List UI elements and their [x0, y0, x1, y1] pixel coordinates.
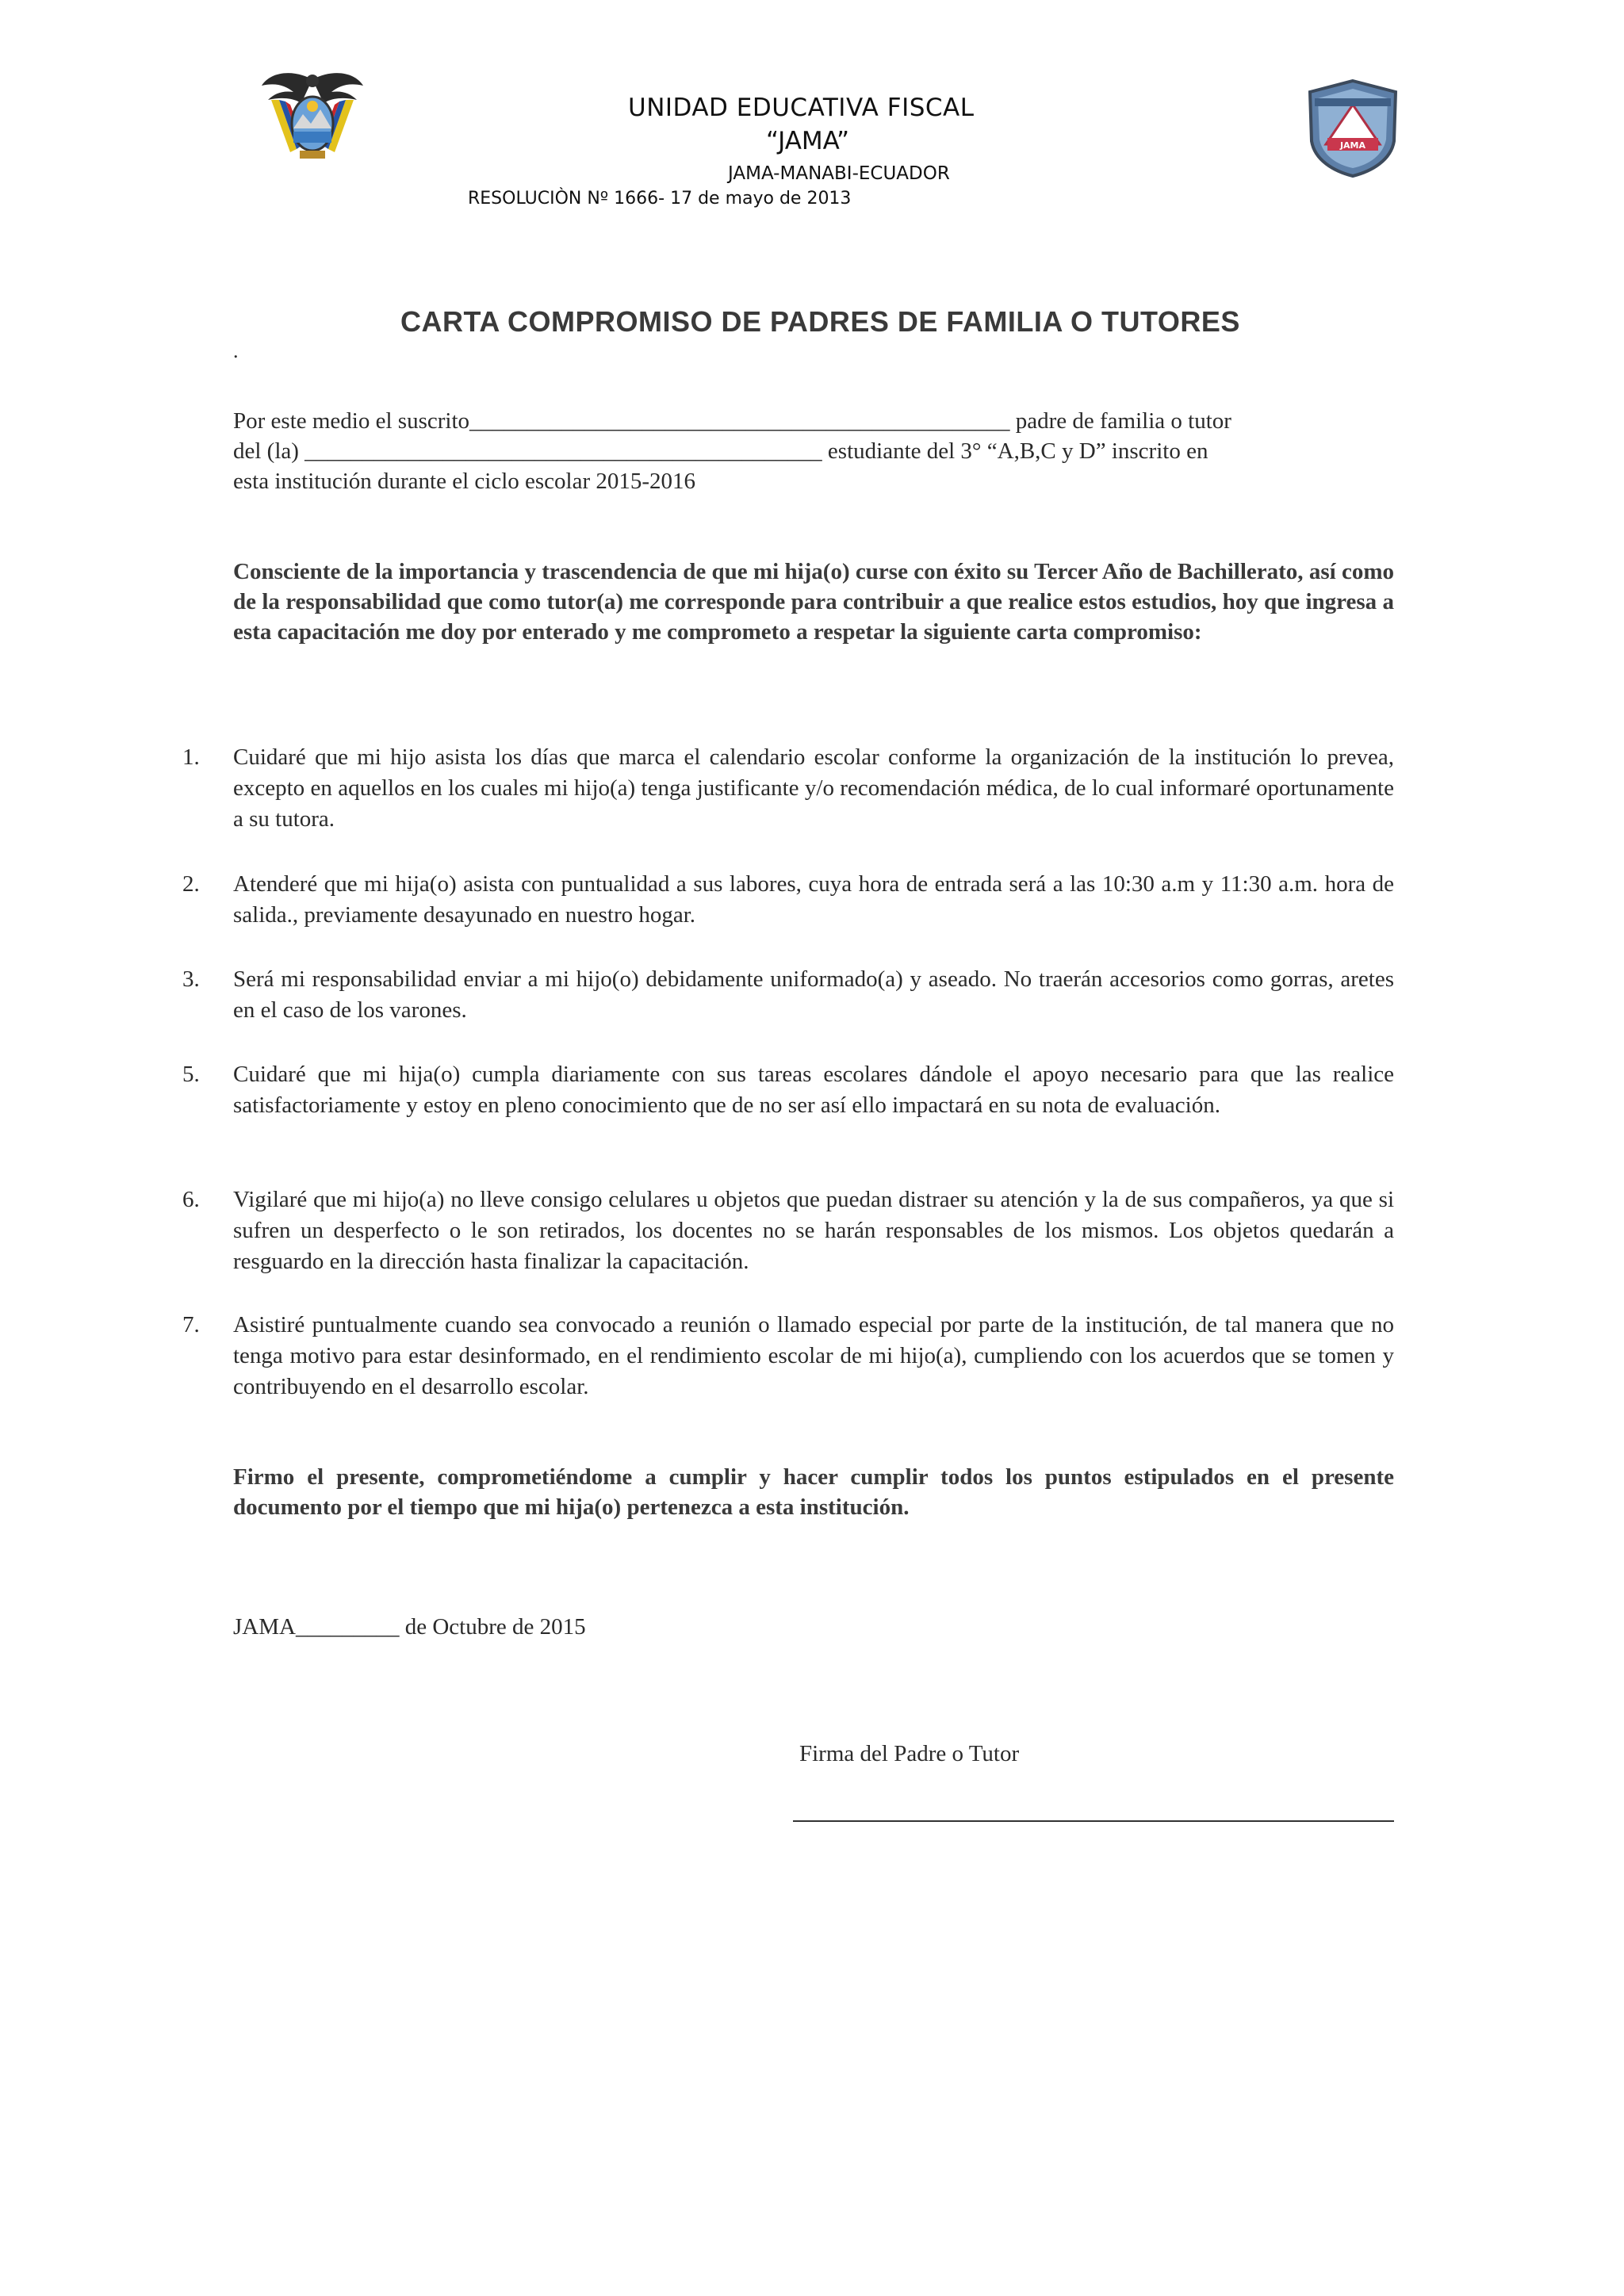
stray-mark: .: [233, 339, 239, 362]
intro-line: Por este medio el suscrito_______________________________________________ padre de familia o tutor: [233, 408, 1231, 434]
resolution-line: RESOLUCIÒN Nº 1666- 17 de mayo de 2013: [468, 189, 852, 209]
school-location: JAMA-MANABI-ECUADOR: [728, 163, 950, 184]
list-item-number: 2.: [182, 871, 200, 897]
list-item-number: 6.: [182, 1187, 200, 1212]
place-date-line: JAMA_________ de Octubre de 2015: [233, 1614, 586, 1640]
crest-label: JAMA: [1339, 140, 1366, 151]
list-item-number: 3.: [182, 966, 200, 992]
list-item-number: 7.: [182, 1312, 200, 1337]
list-item-text: Cuidaré que mi hijo asista los días que marca el calendario escolar conforme la organización de la institución lo prevea, excepto en aquellos en los cuales mi hijo(a) tenga justificante y/o recomendación médica, de lo cual informaré oportunamente a su tutora.: [233, 744, 1394, 832]
list-item-text: Será mi responsabilidad enviar a mi hijo(o) debidamente uniformado(a) y aseado. No traerán accesorios como gorras, aretes en el caso de los varones.: [233, 966, 1394, 1023]
list-item-text: Cuidaré que mi hija(o) cumpla diariamente con sus tareas escolares dándole el apoyo necesario para que las realice satisfactoriamente y estoy en pleno conocimiento que de no ser así ello impactará en su nota de evaluación.: [233, 1062, 1394, 1118]
list-item: [182, 1310, 1394, 1402]
list-item-text: Vigilaré que mi hijo(a) no lleve consigo celulares u objetos que puedan distraer su atención y la de sus compañeros, ya que si sufren un desperfecto o le son retirados, los docentes no se harán responsables de los mismos. Los objetos quedarán a resguardo en la dirección hasta finalizar la capacitación.: [233, 1187, 1394, 1274]
ecuador-coat-of-arms-icon: [259, 65, 366, 165]
intro-line: del (la) _____________________________________________ estudiante del 3° “A,B,C y D” inscrito en: [233, 438, 1208, 464]
school-name: UNIDAD EDUCATIVA FISCAL: [628, 94, 975, 122]
school-short-name: “JAMA”: [766, 127, 850, 155]
school-crest-icon: [1304, 78, 1402, 179]
signature-line: [793, 1820, 1394, 1822]
document-title: CARTA COMPROMISO DE PADRES DE FAMILIA O TUTORES: [400, 305, 1240, 338]
commitment-paragraph: Consciente de la importancia y trascendencia de que mi hija(o) curse con éxito su Tercer Año de Bachillerato, así como de la responsabilidad que como tutor(a) me corresponde para contribuir a que realice estos estudios, hoy que ingresa a esta capacitación me doy por enterado y me comprometo a respetar la siguiente carta compromiso:: [233, 559, 1394, 645]
intro-paragraph: [233, 406, 1394, 496]
closing-paragraph: Firmo el presente, comprometiéndome a cumplir y hacer cumplir todos los puntos estipulados en el presente documento por el tiempo que mi hija(o) pertenezca a esta institución.: [233, 1464, 1394, 1520]
list-item-text: Asistiré puntualmente cuando sea convocado a reunión o llamado especial por parte de la institución, de tal manera que no tenga motivo para estar desinformado, en el rendimiento escolar de mi hijo(a), cumpliendo con los acuerdos que se tomen y contribuyendo en el desarrollo escolar.: [233, 1312, 1394, 1399]
list-item-number: 1.: [182, 744, 200, 770]
list-item: [182, 869, 1394, 931]
list-item-text: Atenderé que mi hija(o) asista con puntualidad a sus labores, cuya hora de entrada será a las 10:30 a.m y 11:30 a.m. hora de salida., previamente desayunado en nuestro hogar.: [233, 871, 1394, 928]
list-item: [182, 1184, 1394, 1277]
signature-label: Firma del Padre o Tutor: [799, 1741, 1020, 1766]
list-item-number: 5.: [182, 1062, 200, 1087]
list-item: [182, 1059, 1394, 1121]
list-item: [182, 742, 1394, 835]
list-item: [182, 964, 1394, 1026]
intro-line: esta institución durante el ciclo escolar 2015-2016: [233, 469, 696, 494]
